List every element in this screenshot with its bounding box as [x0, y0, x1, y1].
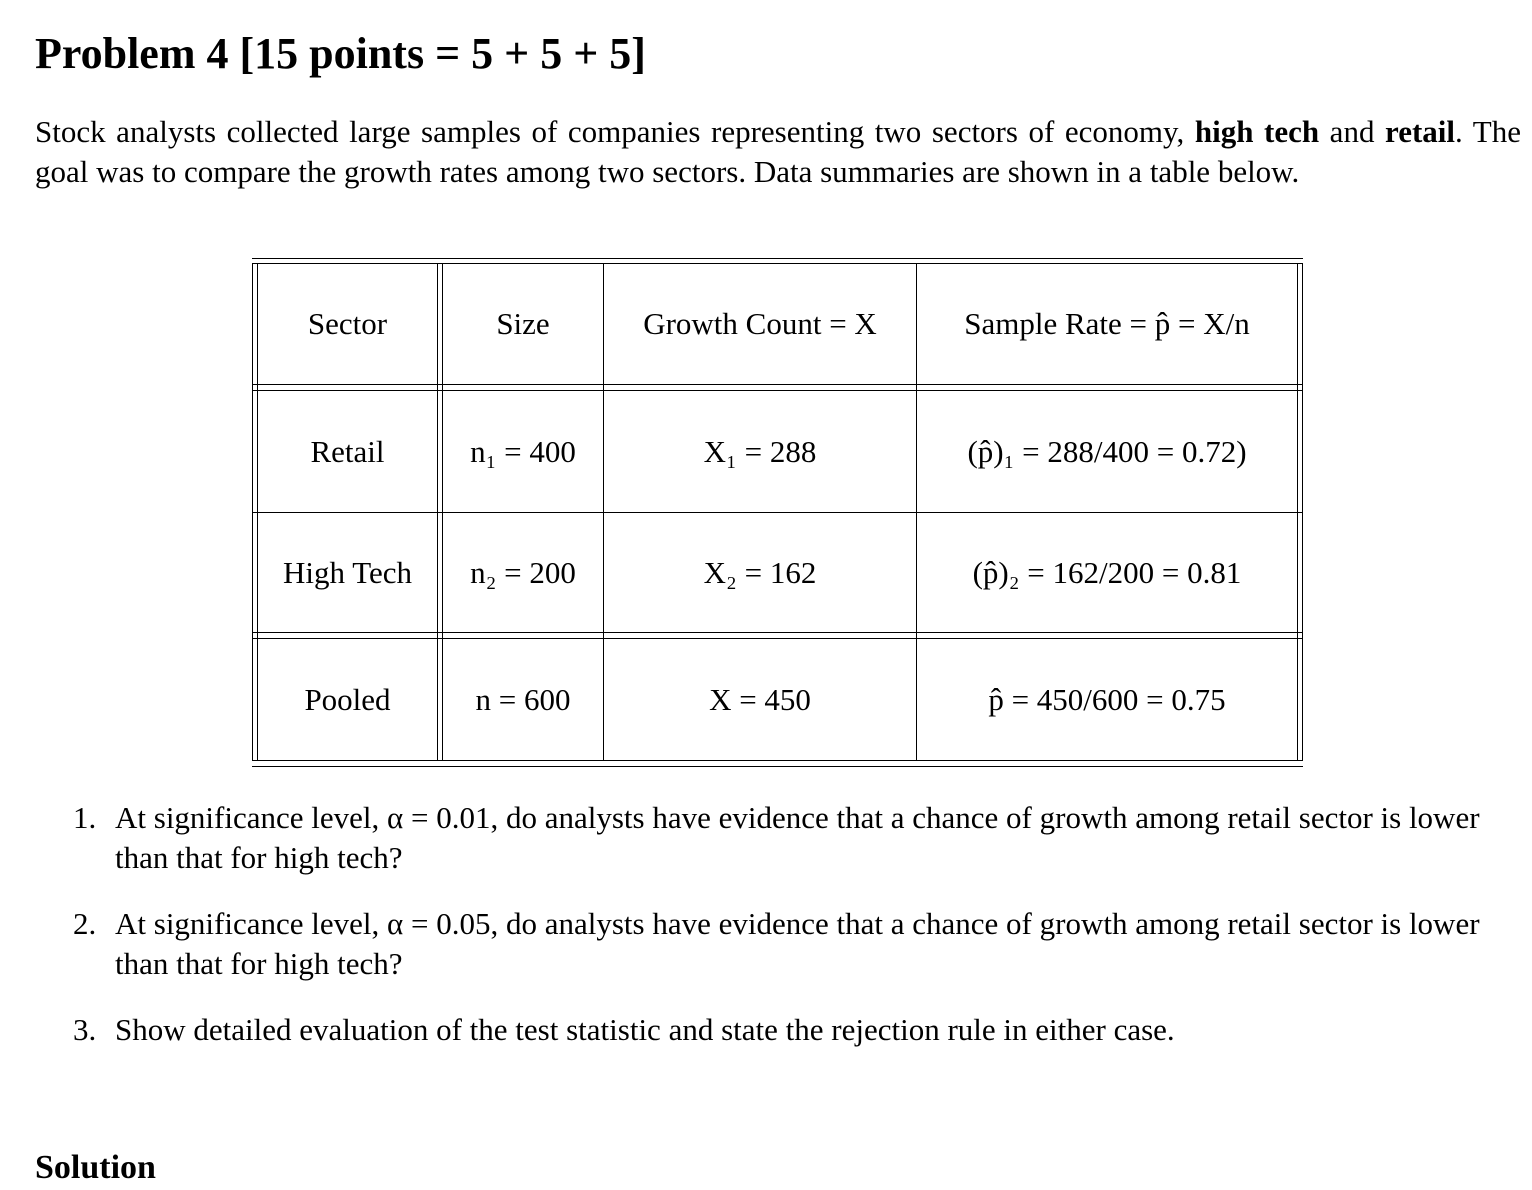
- question-number: 1.: [73, 800, 97, 835]
- cell-hightech-size: n₂ = 200: [470, 554, 576, 590]
- header-size: Size: [496, 306, 550, 341]
- cell-retail-size: n₁ = 400: [470, 433, 576, 469]
- question-item: [35, 1010, 1521, 1050]
- question-text: At significance level, α = 0.05, do analysts have evidence that a chance of growth among retail sector is lower than that for high tech?: [115, 906, 1480, 981]
- cell-retail-sector: Retail: [310, 433, 385, 469]
- cell-pooled-size: n = 600: [475, 681, 571, 717]
- cell-pooled-sector: Pooled: [304, 681, 391, 717]
- header-sample-rate: Sample Rate = p̂ = X/n: [964, 306, 1250, 341]
- cell-retail-rate: (p̂)₁ = 288/400 = 0.72): [967, 433, 1247, 469]
- cell-hightech-sector: High Tech: [283, 554, 412, 590]
- cell-pooled-rate: p̂ = 450/600 = 0.75: [988, 681, 1226, 717]
- cell-retail-count: X₁ = 288: [703, 433, 817, 469]
- question-text: Show detailed evaluation of the test statistic and state the rejection rule in either case.: [115, 1012, 1175, 1047]
- cell-hightech-rate: (p̂)₂ = 162/200 = 0.81: [972, 554, 1242, 590]
- question-list: [35, 798, 1521, 1077]
- header-growth-count: Growth Count = X: [643, 306, 877, 341]
- intro-bold-retail: retail: [1385, 114, 1456, 149]
- intro-text-start: Stock analysts collected large samples of companies representing two sectors of economy,: [35, 114, 1195, 149]
- cell-pooled-count: X = 450: [709, 681, 811, 717]
- question-item: [35, 798, 1521, 877]
- question-text: At significance level, α = 0.01, do analysts have evidence that a chance of growth among retail sector is lower than that for high tech?: [115, 800, 1480, 875]
- question-number: 2.: [73, 906, 97, 941]
- problem-title: Problem 4 [15 points = 5 + 5 + 5]: [35, 29, 646, 78]
- question-number: 3.: [73, 1012, 97, 1047]
- header-sector: Sector: [307, 306, 388, 341]
- cell-hightech-count: X₂ = 162: [703, 554, 817, 590]
- intro-text-and: and: [1319, 114, 1386, 149]
- intro-text-end: . The goal was to compare the growth rates among two sectors. Data summaries are shown in a table below.: [35, 114, 1521, 189]
- question-item: [35, 904, 1521, 983]
- solution-heading: Solution: [35, 1149, 156, 1186]
- intro-bold-high-tech: high tech: [1194, 114, 1320, 149]
